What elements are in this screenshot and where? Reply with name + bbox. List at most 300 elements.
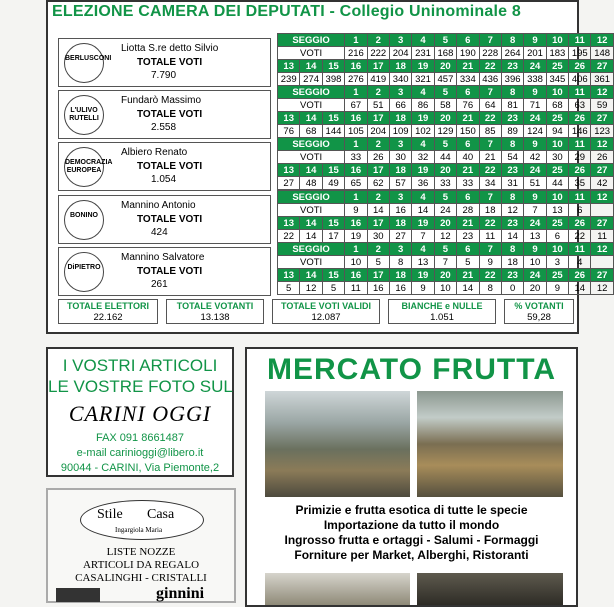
- seggio-number: 27: [591, 60, 613, 73]
- vote-cell: 6: [569, 204, 591, 217]
- vote-cell: 27: [278, 177, 300, 190]
- total-votes-label: TOTALE VOTI: [137, 266, 203, 277]
- vote-cell: 9: [546, 282, 568, 295]
- seggio-number: 5: [434, 243, 456, 256]
- seggio-number: 11: [569, 34, 591, 47]
- seggio-number: 24: [524, 60, 546, 73]
- voti-label: VOTI: [278, 99, 345, 112]
- vote-cell: 42: [591, 177, 613, 190]
- vote-cell: 0: [501, 282, 523, 295]
- seggio-number: 21: [457, 217, 479, 230]
- vote-cell: 102: [412, 125, 434, 138]
- vote-cell: 12: [434, 230, 456, 243]
- vote-cell: 26: [367, 151, 389, 164]
- vote-cell: 398: [322, 73, 344, 86]
- vote-cell: 66: [389, 99, 411, 112]
- seggio-number: 17: [367, 112, 389, 125]
- vote-cell: 65: [345, 177, 367, 190]
- candidate-name: Albiero Renato: [121, 147, 188, 158]
- seggio-number: 6: [457, 34, 479, 47]
- candidate-name: Mannino Antonio: [121, 200, 196, 211]
- vote-cell: 183: [546, 47, 568, 60]
- seggio-number: 20: [434, 217, 456, 230]
- seggio-number: 26: [569, 269, 591, 282]
- brand-right: Casa: [147, 507, 175, 522]
- vote-cell: 14: [569, 282, 591, 295]
- seggio-number: 5: [434, 191, 456, 204]
- seggio-table: [277, 137, 614, 190]
- total-value: 59,28: [527, 312, 551, 323]
- vote-cell: 71: [524, 99, 546, 112]
- total-votes-value: 424: [151, 227, 168, 238]
- vote-cell: 57: [389, 177, 411, 190]
- mercato-line-4: Forniture per Market, Alberghi, Ristoranti: [294, 548, 529, 562]
- seggio-number: 22: [479, 217, 501, 230]
- market-photo-bottom-right: [417, 573, 563, 605]
- voti-label: VOTI: [278, 256, 345, 269]
- seggio-number: 2: [367, 86, 389, 99]
- seggio-number: 25: [546, 112, 568, 125]
- vote-cell: 7: [524, 204, 546, 217]
- vote-cell: 32: [412, 151, 434, 164]
- seggio-number: 2: [367, 34, 389, 47]
- seggio-number: 18: [389, 112, 411, 125]
- seggio-number: 6: [457, 138, 479, 151]
- vote-cell: 18: [479, 204, 501, 217]
- brand-left: Stile: [97, 507, 123, 522]
- vote-cell: 129: [434, 125, 456, 138]
- vote-cell: 419: [367, 73, 389, 86]
- total-votes-label: TOTALE VOTI: [137, 57, 203, 68]
- seggio-number: 3: [389, 86, 411, 99]
- vote-cell: 109: [389, 125, 411, 138]
- seggio-number: 9: [524, 34, 546, 47]
- seggio-number: 5: [434, 138, 456, 151]
- seggio-number: 3: [389, 34, 411, 47]
- vote-cell: 94: [546, 125, 568, 138]
- seggio-number: 24: [524, 112, 546, 125]
- vote-cell: 457: [434, 73, 456, 86]
- vote-cell: 16: [367, 282, 389, 295]
- vote-cell: 190: [457, 47, 479, 60]
- vote-cell: 9: [412, 282, 434, 295]
- seggio-number: 24: [524, 217, 546, 230]
- vote-cell: 4: [569, 256, 591, 269]
- seggio-number: 14: [300, 269, 322, 282]
- total-votes-label: TOTALE VOTI: [137, 161, 203, 172]
- total-label: % VOTANTI: [514, 301, 564, 311]
- vote-cell: 8: [479, 282, 501, 295]
- vote-cell: 204: [367, 125, 389, 138]
- seggio-number: 11: [569, 243, 591, 256]
- seggio-number: 8: [501, 34, 523, 47]
- seggio-number: 1: [345, 34, 367, 47]
- seggio-number: 8: [501, 243, 523, 256]
- vote-cell: 21: [479, 151, 501, 164]
- vote-cell: 29: [569, 151, 591, 164]
- seggio-number: 12: [591, 243, 613, 256]
- vote-cell: 34: [479, 177, 501, 190]
- seggio-number: 8: [501, 191, 523, 204]
- vote-cell: 22: [278, 230, 300, 243]
- seggio-number: 13: [278, 112, 300, 125]
- vote-cell: 30: [546, 151, 568, 164]
- vote-cell: 321: [412, 73, 434, 86]
- seggio-number: 12: [591, 138, 613, 151]
- seggio-number: 3: [389, 191, 411, 204]
- vote-cell: 76: [278, 125, 300, 138]
- logo-text: BONINO: [70, 212, 98, 219]
- vote-cell: 20: [524, 282, 546, 295]
- seggio-number: 22: [479, 164, 501, 177]
- seggio-number: 26: [569, 164, 591, 177]
- vote-cell: 51: [524, 177, 546, 190]
- total-votes-value: 7.790: [151, 70, 177, 81]
- vote-cell: 63: [569, 99, 591, 112]
- vote-cell: 345: [546, 73, 568, 86]
- stile-line-2: ARTICOLI DA REGALO: [82, 559, 200, 571]
- seggio-number: 23: [501, 164, 523, 177]
- voti-label: VOTI: [278, 204, 345, 217]
- seggio-number: 21: [457, 112, 479, 125]
- seggio-number: 20: [434, 164, 456, 177]
- vote-cell: 105: [345, 125, 367, 138]
- seggio-number: 20: [434, 60, 456, 73]
- total-votes-label: TOTALE VOTI: [137, 214, 203, 225]
- vote-cell: 44: [434, 151, 456, 164]
- seggio-number: 2: [367, 243, 389, 256]
- total-label: TOTALE ELETTORI: [66, 301, 149, 311]
- vote-cell: 16: [389, 204, 411, 217]
- vote-cell: 10: [524, 256, 546, 269]
- seggio-number: 1: [345, 86, 367, 99]
- vote-cell: 396: [501, 73, 523, 86]
- vote-cell: 3: [546, 256, 568, 269]
- seggio-number: 23: [501, 217, 523, 230]
- email-address: e-mail carinioggi@libero.it: [76, 447, 204, 459]
- vote-cell: 54: [501, 151, 523, 164]
- seggio-number: 20: [434, 112, 456, 125]
- vote-cell: 264: [501, 47, 523, 60]
- vote-cell: 124: [524, 125, 546, 138]
- seggio-number: 10: [546, 138, 568, 151]
- vote-cell: [591, 204, 613, 217]
- seggio-number: 10: [546, 243, 568, 256]
- seggio-number: 5: [434, 34, 456, 47]
- seggio-number: 3: [389, 138, 411, 151]
- vote-cell: 201: [524, 47, 546, 60]
- vote-cell: 42: [524, 151, 546, 164]
- seggio-number: 16: [345, 164, 367, 177]
- logo-text: L'ULIVO RUTELLI: [69, 107, 99, 122]
- vote-cell: 222: [367, 47, 389, 60]
- vote-cell: 44: [546, 177, 568, 190]
- election-title: ELEZIONE CAMERA DEI DEPUTATI - Collegio Uninominale 8: [52, 3, 521, 20]
- vote-cell: 12: [501, 204, 523, 217]
- seggio-number: 14: [300, 217, 322, 230]
- vote-cell: 30: [389, 151, 411, 164]
- carini-oggi-ad: [46, 347, 234, 477]
- vote-cell: 5: [457, 256, 479, 269]
- total-label: TOTALE VOTANTI: [176, 301, 254, 311]
- vote-cell: 23: [457, 230, 479, 243]
- seggio-number: 7: [479, 34, 501, 47]
- total-value: 13.138: [200, 312, 230, 323]
- vote-cell: 27: [389, 230, 411, 243]
- vote-cell: 13: [412, 256, 434, 269]
- street-address: 90044 - CARINI, Via Piemonte,2: [60, 462, 220, 474]
- vote-cell: 13: [546, 204, 568, 217]
- mercato-frutta-ad: [245, 347, 578, 607]
- vote-cell: 68: [300, 125, 322, 138]
- total-votes-value: 1.054: [151, 174, 177, 185]
- vote-cell: 48: [300, 177, 322, 190]
- seggio-number: 17: [367, 164, 389, 177]
- vote-cell: 22: [569, 230, 591, 243]
- seggio-number: 15: [322, 112, 344, 125]
- candidate-name: Liotta S.re detto Silvio: [121, 43, 219, 54]
- seggio-number: 22: [479, 60, 501, 73]
- ad-line-2: LE VOSTRE FOTO SUL: [48, 377, 233, 396]
- seggio-number: 4: [412, 86, 434, 99]
- party-logo-icon: [64, 200, 104, 240]
- total-label: BIANCHE e NULLE: [401, 301, 483, 311]
- seggio-number: 9: [524, 191, 546, 204]
- seggio-number: 15: [322, 269, 344, 282]
- seggio-number: 13: [278, 269, 300, 282]
- vote-cell: 274: [300, 73, 322, 86]
- seggio-number: 6: [457, 243, 479, 256]
- seggio-number: 18: [389, 217, 411, 230]
- seggio-number: 21: [457, 269, 479, 282]
- seggio-number: 2: [367, 191, 389, 204]
- seggio-label: SEGGIO: [278, 86, 345, 99]
- vote-cell: 49: [322, 177, 344, 190]
- mercato-line-1: Primizie e frutta esotica di tutte le specie: [295, 503, 528, 517]
- seggio-number: 9: [524, 243, 546, 256]
- seggio-number: 13: [278, 217, 300, 230]
- seggio-number: 26: [569, 112, 591, 125]
- seggio-number: 16: [345, 217, 367, 230]
- seggio-number: 23: [501, 269, 523, 282]
- stile-casa-logo: [80, 500, 204, 540]
- total-box: [504, 299, 574, 324]
- seggio-number: 4: [412, 191, 434, 204]
- vote-cell: 14: [501, 230, 523, 243]
- vote-cell: 231: [412, 47, 434, 60]
- vote-cell: 436: [479, 73, 501, 86]
- seggio-number: 19: [412, 217, 434, 230]
- seggio-number: 10: [546, 191, 568, 204]
- vote-cell: 123: [591, 125, 613, 138]
- vote-cell: 89: [501, 125, 523, 138]
- seggio-number: 14: [300, 164, 322, 177]
- seggio-number: 14: [300, 112, 322, 125]
- seggio-number: 10: [546, 34, 568, 47]
- vote-cell: 86: [412, 99, 434, 112]
- seggio-number: 25: [546, 217, 568, 230]
- seggio-number: 22: [479, 269, 501, 282]
- vote-cell: 12: [591, 282, 613, 295]
- seggio-number: 24: [524, 164, 546, 177]
- vote-cell: 31: [501, 177, 523, 190]
- vote-cell: 16: [389, 282, 411, 295]
- voti-label: VOTI: [278, 47, 345, 60]
- carini-oggi-logo: CARINI OGGI: [68, 401, 212, 426]
- seggio-number: 1: [345, 191, 367, 204]
- seggio-number: 25: [546, 164, 568, 177]
- seggio-table: [277, 33, 614, 86]
- candidate-box: [58, 90, 271, 139]
- candidate-box: [58, 247, 271, 296]
- seggio-number: 12: [591, 86, 613, 99]
- vote-cell: 33: [345, 151, 367, 164]
- voti-label: VOTI: [278, 151, 345, 164]
- owner-name: Ingargiola Maria: [115, 526, 163, 534]
- seggio-number: 10: [546, 86, 568, 99]
- seggio-number: 6: [457, 86, 479, 99]
- vote-cell: 28: [457, 204, 479, 217]
- seggio-number: 17: [367, 269, 389, 282]
- seggio-number: 18: [389, 164, 411, 177]
- total-value: 1.051: [430, 312, 454, 323]
- vote-cell: 334: [457, 73, 479, 86]
- seggio-number: 19: [412, 269, 434, 282]
- vote-cell: 59: [591, 99, 613, 112]
- seggio-table: [277, 242, 614, 295]
- mercato-title: MERCATO FRUTTA: [267, 353, 556, 386]
- vote-cell: 18: [501, 256, 523, 269]
- seggio-number: 7: [479, 86, 501, 99]
- vote-cell: 40: [457, 151, 479, 164]
- vote-cell: 12: [300, 282, 322, 295]
- total-box: [58, 299, 158, 324]
- vote-cell: 5: [278, 282, 300, 295]
- election-results-panel: [46, 0, 611, 334]
- total-label: TOTALE VOTI VALIDI: [281, 301, 371, 311]
- total-box: [272, 299, 380, 324]
- seggio-number: 15: [322, 60, 344, 73]
- seggio-number: 23: [501, 60, 523, 73]
- seggio-number: 8: [501, 86, 523, 99]
- logo-text: DEMOCRAZIA EUROPEA: [65, 159, 113, 174]
- seggio-number: 2: [367, 138, 389, 151]
- vote-cell: 144: [322, 125, 344, 138]
- vote-cell: 150: [457, 125, 479, 138]
- seggio-number: 27: [591, 269, 613, 282]
- stile-line-3: CASALINGHI - CRISTALLI: [75, 572, 207, 584]
- market-photo-bottom-left: [265, 573, 410, 605]
- vote-cell: 67: [345, 99, 367, 112]
- seggio-number: 19: [412, 112, 434, 125]
- candidate-name: Fundarò Massimo: [121, 95, 202, 106]
- candidate-name: Mannino Salvatore: [121, 252, 205, 263]
- seggio-number: 6: [457, 191, 479, 204]
- candidate-box: [58, 38, 271, 87]
- party-logo-icon: [64, 147, 113, 187]
- vote-cell: 19: [345, 230, 367, 243]
- vote-cell: 14: [412, 204, 434, 217]
- vote-cell: 11: [345, 282, 367, 295]
- vote-cell: 64: [479, 99, 501, 112]
- vote-cell: 24: [434, 204, 456, 217]
- vote-cell: 62: [367, 177, 389, 190]
- vote-cell: 7: [412, 230, 434, 243]
- vote-cell: 10: [345, 256, 367, 269]
- party-logo-icon: [64, 43, 112, 83]
- seggio-number: 14: [300, 60, 322, 73]
- seggio-number: 24: [524, 269, 546, 282]
- seggio-table: [277, 85, 614, 138]
- seggio-number: 4: [412, 138, 434, 151]
- vote-cell: 204: [389, 47, 411, 60]
- seggio-number: 18: [389, 60, 411, 73]
- total-box: [388, 299, 496, 324]
- vote-cell: 14: [457, 282, 479, 295]
- seggio-table: [277, 190, 614, 243]
- vote-cell: 195: [569, 47, 591, 60]
- vote-cell: 6: [546, 230, 568, 243]
- vote-cell: 58: [434, 99, 456, 112]
- seggio-label: SEGGIO: [278, 34, 345, 47]
- seggio-number: 3: [389, 243, 411, 256]
- mercato-line-2: Importazione da tutto il mondo: [323, 518, 500, 532]
- vote-cell: 148: [591, 47, 613, 60]
- vote-cell: 11: [591, 230, 613, 243]
- vote-cell: 36: [412, 177, 434, 190]
- seggio-number: 11: [569, 138, 591, 151]
- party-logo-icon: [64, 252, 104, 292]
- seggio-number: 23: [501, 112, 523, 125]
- seggio-number: 1: [345, 243, 367, 256]
- seggio-number: 16: [345, 112, 367, 125]
- seggio-number: 22: [479, 112, 501, 125]
- seggio-number: 15: [322, 164, 344, 177]
- seggio-number: 21: [457, 164, 479, 177]
- seggio-number: 16: [345, 60, 367, 73]
- market-photo-right: [417, 391, 563, 497]
- mercato-line-3: Ingrosso frutta e ortaggi - Salumi - Formaggi: [284, 533, 539, 547]
- seggio-number: 27: [591, 164, 613, 177]
- candidate-box: [58, 195, 271, 244]
- seggio-number: 25: [546, 60, 568, 73]
- seggio-number: 9: [524, 138, 546, 151]
- seggio-number: 9: [524, 86, 546, 99]
- vote-cell: 5: [367, 256, 389, 269]
- total-votes-value: 2.558: [151, 122, 177, 133]
- seggio-number: 11: [569, 191, 591, 204]
- vote-cell: 30: [367, 230, 389, 243]
- ad-line-1: I VOSTRI ARTICOLI: [62, 356, 218, 375]
- vote-cell: 14: [300, 230, 322, 243]
- seggio-label: SEGGIO: [278, 138, 345, 151]
- vote-cell: 76: [457, 99, 479, 112]
- seggio-number: 13: [278, 164, 300, 177]
- total-votes-label: TOTALE VOTI: [137, 109, 203, 120]
- seggio-number: 12: [591, 34, 613, 47]
- seggio-label: SEGGIO: [278, 191, 345, 204]
- seggio-number: 19: [412, 164, 434, 177]
- seggio-number: 27: [591, 112, 613, 125]
- seggio-number: 4: [412, 243, 434, 256]
- stile-casa-ad: [46, 488, 236, 603]
- seggio-number: 11: [569, 86, 591, 99]
- vote-cell: 17: [322, 230, 344, 243]
- seggio-number: 13: [278, 60, 300, 73]
- stile-partial-text: ginnini: [156, 585, 205, 602]
- candidate-box: [58, 142, 271, 191]
- vote-cell: 338: [524, 73, 546, 86]
